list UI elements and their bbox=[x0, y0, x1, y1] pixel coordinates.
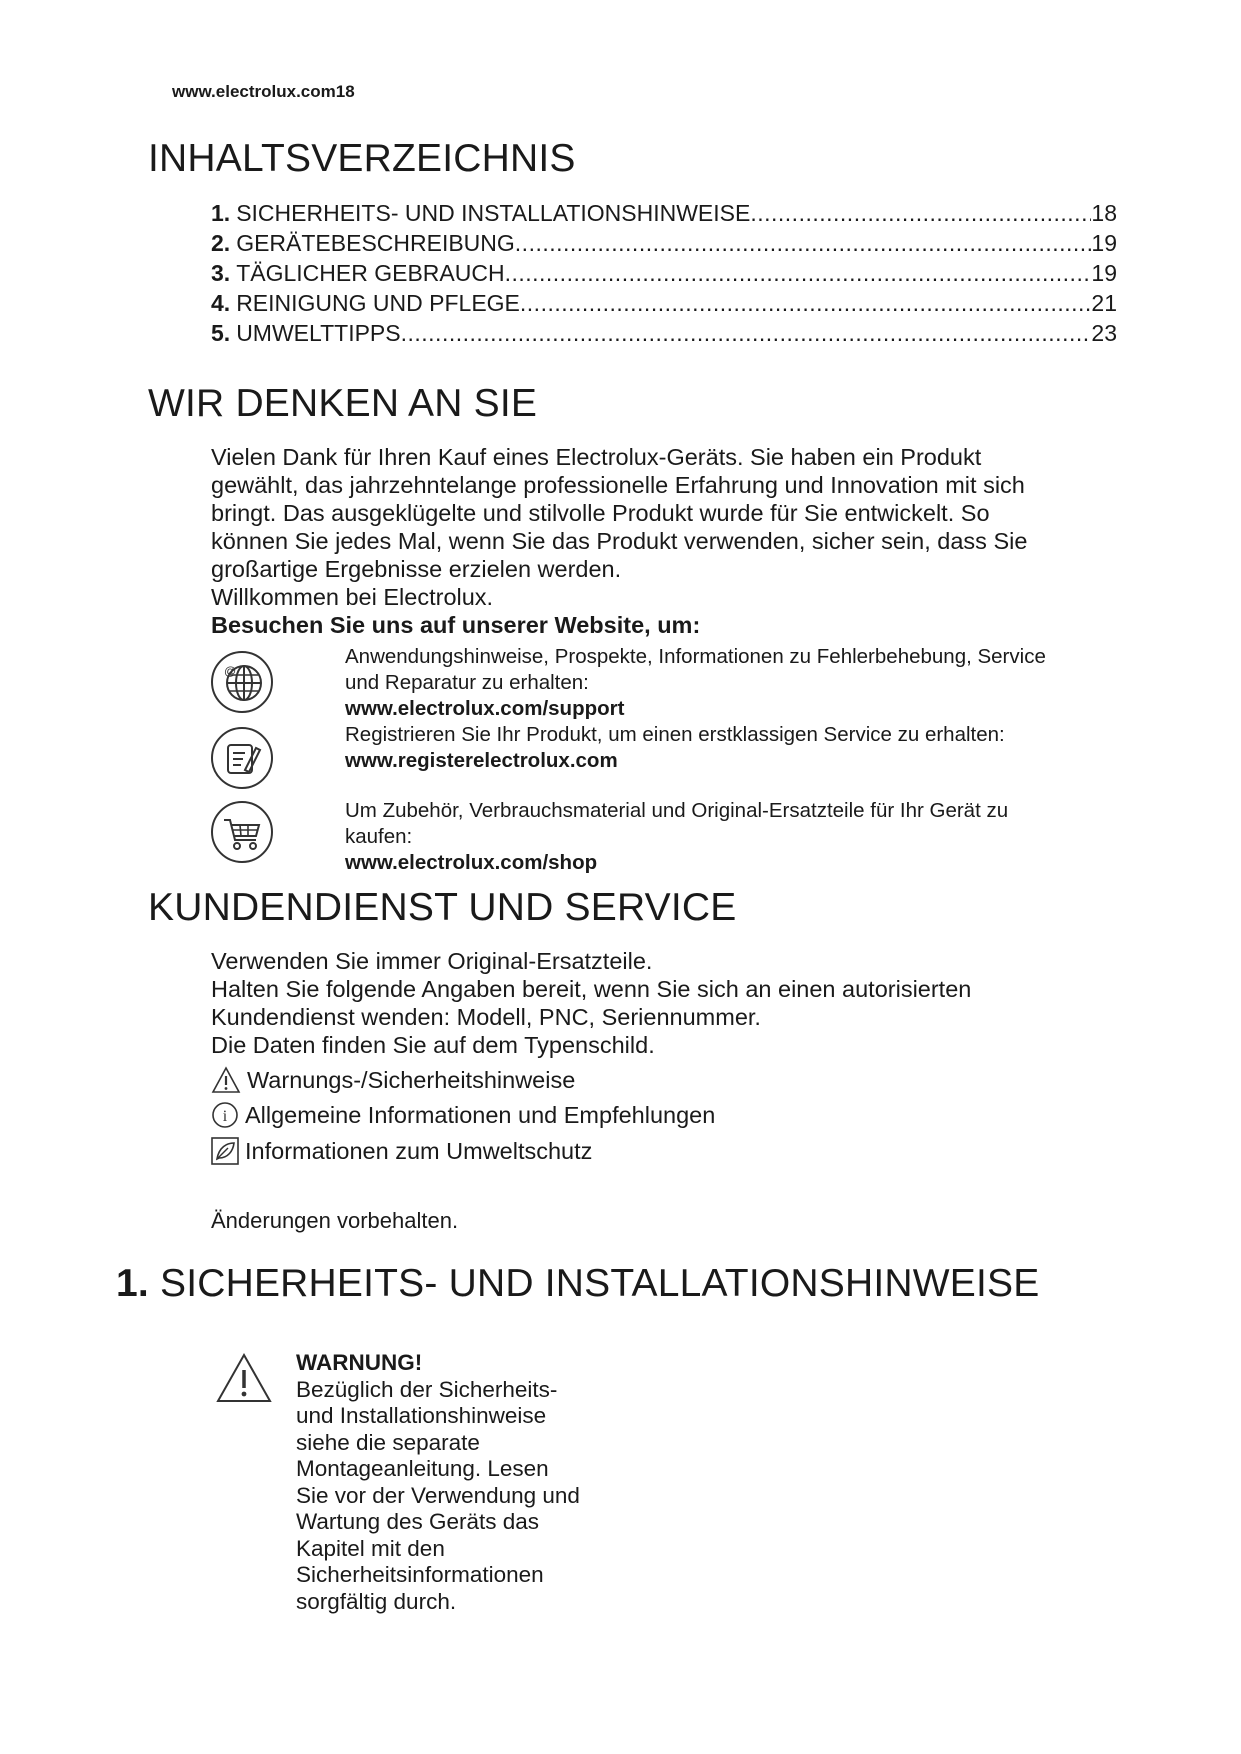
warning-title: WARNUNG! bbox=[296, 1350, 423, 1375]
service-line: Die Daten finden Sie auf dem Typenschild. bbox=[211, 1032, 655, 1058]
warning-line: Sicherheitsinformationen bbox=[296, 1562, 544, 1587]
toc-item[interactable] bbox=[211, 318, 1117, 348]
register-link-block bbox=[345, 722, 1125, 774]
warning-line: und Installationshinweise bbox=[296, 1403, 547, 1428]
visit-heading: Besuchen Sie uns auf unserer Website, um: bbox=[211, 612, 701, 638]
symbol-legend-warning bbox=[211, 1066, 575, 1094]
toc-title: INHALTSVERZEICHNIS bbox=[148, 137, 576, 180]
symbol-legend-info bbox=[211, 1101, 715, 1129]
section-title-text: SICHERHEITS- UND INSTALLATIONSHINWEISE bbox=[159, 1262, 1040, 1305]
symbol-legend-environment bbox=[211, 1137, 592, 1165]
shop-text: kaufen: bbox=[345, 825, 413, 848]
symbol-label: Warnungs-/Sicherheitshinweise bbox=[247, 1067, 576, 1093]
info-icon bbox=[211, 1101, 239, 1129]
globe-icon bbox=[210, 650, 274, 714]
toc-item-number: 3. bbox=[211, 260, 231, 286]
page-header bbox=[172, 82, 355, 102]
thanks-line: gewählt, das jahrzehntelange professionelle Erfahrung und Innovation mit sich bbox=[211, 472, 1025, 498]
svg-text:i: i bbox=[222, 1108, 228, 1125]
warning-line: Wartung des Geräts das bbox=[296, 1509, 540, 1534]
support-text: und Reparatur zu erhalten: bbox=[345, 671, 589, 694]
thanks-line: können Sie jedes Mal, wenn Sie das Produkt verwenden, sicher sein, dass Sie bbox=[211, 528, 1028, 554]
register-text: Registrieren Sie Ihr Produkt, um einen erstklassigen Service zu erhalten: bbox=[345, 723, 1005, 746]
thanks-line: Willkommen bei Electrolux. bbox=[211, 584, 494, 610]
shop-text: Um Zubehör, Verbrauchsmaterial und Original-Ersatzteile für Ihr Gerät zu bbox=[345, 799, 1009, 822]
shop-link-block bbox=[345, 798, 1125, 876]
header-website: www.electrolux.com bbox=[172, 82, 336, 101]
toc-item-label: SICHERHEITS- UND INSTALLATIONSHINWEISE bbox=[236, 200, 751, 226]
toc-item-page: 23 bbox=[1091, 320, 1117, 346]
toc-item-page: 19 bbox=[1091, 260, 1117, 286]
register-icon bbox=[210, 726, 274, 790]
support-link-block bbox=[345, 644, 1125, 722]
section-1-title bbox=[116, 1262, 1039, 1306]
svg-text:@: @ bbox=[224, 664, 237, 678]
toc-item[interactable] bbox=[211, 288, 1117, 318]
toc-item-number: 4. bbox=[211, 290, 231, 316]
warning-block bbox=[296, 1350, 626, 1615]
support-url-link[interactable]: www.electrolux.com/support bbox=[345, 697, 625, 720]
section-number: 1. bbox=[116, 1262, 149, 1305]
toc-item-label: UMWELTTIPPS bbox=[236, 320, 401, 346]
leaf-icon bbox=[211, 1137, 239, 1165]
warning-line: Kapitel mit den bbox=[296, 1535, 445, 1561]
toc-item-number: 1. bbox=[211, 200, 231, 226]
thanks-line: bringt. Das ausgeklügelte und stilvolle Produkt wurde für Sie entwickelt. So bbox=[211, 500, 990, 526]
service-line: Halten Sie folgende Angaben bereit, wenn Sie sich an einen autorisierten bbox=[211, 976, 972, 1002]
warning-line: Sie vor der Verwendung und bbox=[296, 1482, 580, 1508]
header-page-number: 18 bbox=[335, 82, 355, 101]
toc-item-label: GERÄTEBESCHREIBUNG bbox=[236, 230, 515, 256]
table-of-contents bbox=[211, 198, 1117, 348]
service-paragraph bbox=[211, 947, 971, 1059]
thanks-paragraph bbox=[211, 443, 1027, 639]
change-note: Änderungen vorbehalten. bbox=[211, 1208, 459, 1233]
shop-url-link[interactable]: www.electrolux.com/shop bbox=[345, 851, 598, 874]
warning-line: siehe die separate bbox=[296, 1429, 480, 1455]
toc-item[interactable] bbox=[211, 198, 1117, 228]
service-line: Verwenden Sie immer Original-Ersatzteile. bbox=[211, 948, 653, 974]
register-url-link[interactable]: www.registerelectrolux.com bbox=[345, 749, 618, 772]
toc-item-page: 18 bbox=[1091, 200, 1117, 226]
warning-line: Bezüglich der Sicherheits- bbox=[296, 1376, 558, 1402]
thanks-line: Vielen Dank für Ihren Kauf eines Electrolux-Geräts. Sie haben ein Produkt bbox=[211, 444, 982, 470]
toc-item-number: 2. bbox=[211, 230, 231, 256]
warning-line: Montageanleitung. Lesen bbox=[296, 1456, 549, 1481]
service-title: KUNDENDIENST UND SERVICE bbox=[148, 886, 737, 929]
cart-icon bbox=[210, 800, 274, 864]
warning-line: sorgfältig durch. bbox=[296, 1588, 457, 1614]
toc-item-page: 19 bbox=[1091, 230, 1117, 256]
support-text: Anwendungshinweise, Prospekte, Informationen zu Fehlerbehebung, Service bbox=[345, 645, 1046, 668]
toc-item[interactable] bbox=[211, 228, 1117, 258]
warning-icon bbox=[215, 1352, 273, 1404]
toc-item[interactable] bbox=[211, 258, 1117, 288]
warning-icon bbox=[211, 1066, 241, 1094]
thanks-title: WIR DENKEN AN SIE bbox=[148, 382, 538, 425]
toc-item-label: REINIGUNG UND PFLEGE bbox=[236, 290, 520, 316]
symbol-label: Allgemeine Informationen und Empfehlungen bbox=[245, 1102, 716, 1128]
toc-item-label: TÄGLICHER GEBRAUCH bbox=[236, 260, 505, 286]
toc-item-number: 5. bbox=[211, 320, 231, 346]
thanks-line: großartige Ergebnisse erzielen werden. bbox=[211, 556, 622, 582]
toc-item-page: 21 bbox=[1091, 290, 1117, 316]
symbol-label: Informationen zum Umweltschutz bbox=[245, 1138, 593, 1164]
service-line: Kundendienst wenden: Modell, PNC, Seriennummer. bbox=[211, 1004, 761, 1030]
